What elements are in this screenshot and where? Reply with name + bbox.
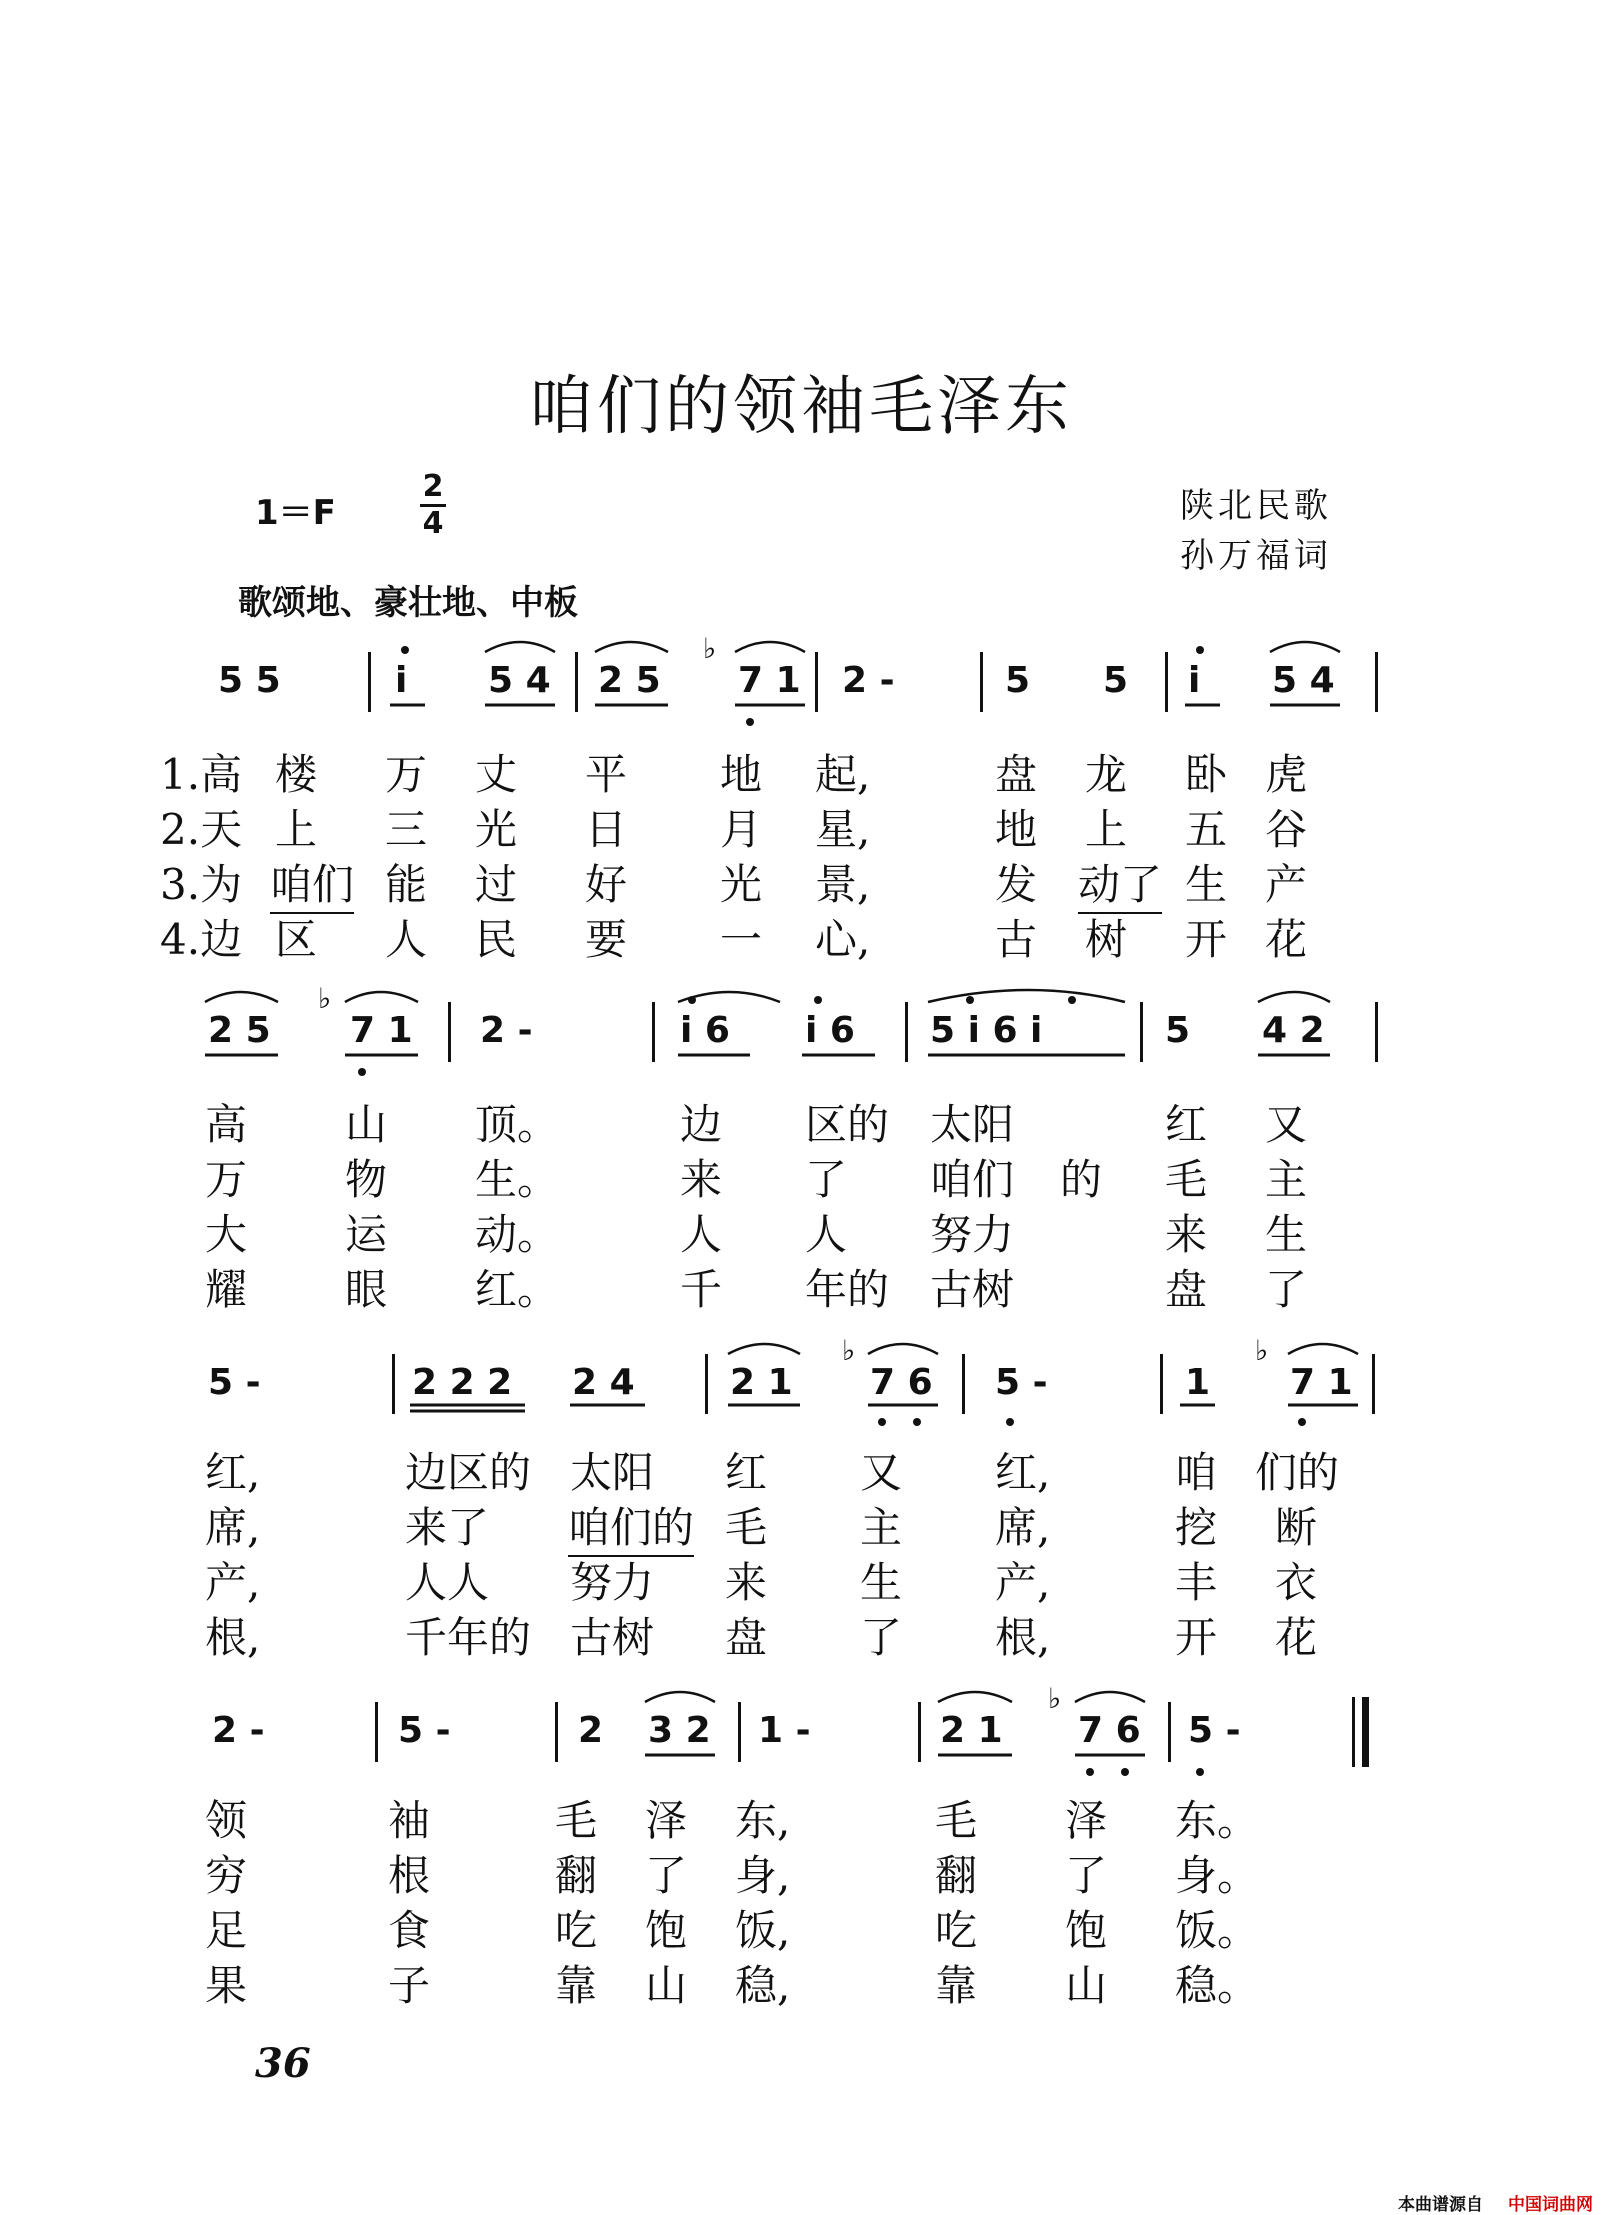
lyric: 古树: [570, 1613, 655, 1662]
lyric: 稳。: [1175, 1961, 1260, 2010]
lyric: 咱们的: [568, 1495, 694, 1557]
lyric: 树: [1085, 915, 1128, 964]
note-group: 1: [1185, 1362, 1211, 1403]
lyric: 的: [1060, 1155, 1103, 1204]
lyric: 发: [995, 860, 1038, 909]
lyric: 红,: [995, 1448, 1051, 1497]
note-group: i 6: [680, 1010, 730, 1051]
lyric: 山: [1065, 1961, 1108, 2010]
lyric: 红,: [205, 1448, 261, 1497]
lyric: 红。: [475, 1265, 560, 1314]
lyric: 运: [345, 1210, 388, 1259]
lyric: 主: [1265, 1155, 1308, 1204]
lyric: 来了: [405, 1503, 490, 1552]
time-signature-denominator: 4: [422, 506, 444, 541]
lyric: 万: [385, 750, 428, 799]
flat-accidental: ♭: [703, 632, 717, 665]
slur-mark: [595, 642, 668, 652]
lyric: 星,: [815, 805, 871, 854]
slur-mark: [345, 992, 418, 1002]
note-group: 2 5: [598, 660, 661, 701]
octave-dot: [401, 646, 409, 654]
lyric: 开: [1185, 915, 1228, 964]
lyric: 断: [1275, 1503, 1318, 1552]
octave-dot: [1068, 996, 1076, 1004]
lyric: 谷: [1265, 805, 1308, 854]
lyric: 3.为: [160, 860, 243, 909]
note-group: 2 4: [572, 1362, 635, 1403]
lyric: 努力: [930, 1210, 1015, 1259]
lyric: 物: [345, 1155, 388, 1204]
lyric: 稳,: [735, 1961, 791, 2010]
lyric: 子: [388, 1961, 431, 2010]
lyric: 能: [385, 860, 428, 909]
octave-dot: [1006, 1418, 1014, 1426]
note-group: 2 1: [730, 1362, 793, 1403]
lyric: 们的: [1255, 1448, 1340, 1497]
octave-dot: [814, 996, 822, 1004]
lyric: 饱: [1065, 1906, 1108, 1955]
note-group: i: [395, 660, 408, 701]
slur-mark: [485, 642, 555, 652]
lyric: 了: [860, 1613, 903, 1662]
lyric: 靠: [555, 1961, 598, 2010]
lyric: 人人: [405, 1558, 490, 1607]
lyric: 了: [805, 1155, 848, 1204]
lyric: 食: [388, 1906, 431, 1955]
footer-source-label: 本曲谱源自: [1398, 2195, 1483, 2215]
lyric: 盘: [995, 750, 1038, 799]
lyric: 红: [1165, 1100, 1208, 1149]
octave-dot: [1086, 1768, 1094, 1776]
flat-accidental: ♭: [1048, 1682, 1062, 1715]
lyric: 人: [680, 1210, 723, 1259]
lyric: 千年的: [405, 1613, 532, 1662]
lyric: 光: [720, 860, 763, 909]
note-group: 7 6: [1078, 1710, 1141, 1751]
lyric: 三: [385, 805, 428, 854]
note-group: 2: [578, 1710, 604, 1751]
lyric: 区: [275, 915, 318, 964]
lyric: 过: [475, 860, 518, 909]
lyric: 咱们: [930, 1155, 1015, 1204]
lyric: 平: [585, 750, 628, 799]
lyric: 人: [805, 1210, 848, 1259]
lyric: 心,: [815, 915, 871, 964]
lyric: 席,: [995, 1503, 1051, 1552]
lyric: 红: [725, 1448, 768, 1497]
note-group: 2 1: [940, 1710, 1003, 1751]
lyric: 好: [585, 860, 628, 909]
footer-site-link[interactable]: 中国词曲网: [1508, 2195, 1593, 2215]
lyric: 穷: [205, 1851, 248, 1900]
lyric: 一: [720, 915, 763, 964]
note-group: 7 6: [870, 1362, 933, 1403]
note-group: 5 4: [488, 660, 551, 701]
lyric: 衣: [1275, 1558, 1318, 1607]
flat-accidental: ♭: [842, 1334, 856, 1367]
slur-mark: [1075, 1692, 1145, 1702]
octave-dot: [358, 1068, 366, 1076]
lyric: 挖: [1175, 1503, 1218, 1552]
note-group: 3 2: [648, 1710, 711, 1751]
lyric: 生: [1265, 1210, 1308, 1259]
lyric: 边: [680, 1100, 723, 1149]
lyric: 产,: [205, 1558, 261, 1607]
lyric: 虎: [1265, 750, 1308, 799]
lyric: 盘: [1165, 1265, 1208, 1314]
lyric: 1.高: [160, 750, 243, 799]
slur-mark: [868, 1344, 938, 1354]
lyric: 丈: [475, 750, 518, 799]
note-group: i 6: [805, 1010, 855, 1051]
lyric: 耀: [205, 1265, 248, 1314]
lyric: 泽: [1065, 1796, 1108, 1845]
lyric: 东。: [1175, 1796, 1260, 1845]
slur-mark: [1258, 992, 1330, 1002]
lyric: 丰: [1175, 1558, 1218, 1607]
lyric: 毛: [1165, 1155, 1208, 1204]
lyric: 来: [680, 1155, 723, 1204]
lyric: 果: [205, 1961, 248, 2010]
lyric: 咱: [1175, 1448, 1218, 1497]
key-signature: 1＝F: [255, 493, 336, 533]
lyric: 花: [1265, 915, 1308, 964]
lyric: 动了: [1078, 852, 1162, 914]
lyric: 大: [205, 1210, 248, 1259]
lyric: 民: [475, 915, 518, 964]
octave-dot: [1196, 1768, 1204, 1776]
octave-dot: [1196, 646, 1204, 654]
lyric: 吃: [555, 1906, 598, 1955]
lyric: 楼: [275, 750, 318, 799]
lyric: 4.边: [160, 915, 243, 964]
lyric: 饱: [645, 1906, 688, 1955]
lyric: 根,: [205, 1613, 261, 1662]
lyric: 产,: [995, 1558, 1051, 1607]
lyric: 毛: [725, 1503, 768, 1552]
lyric: 毛: [935, 1796, 978, 1845]
flat-accidental: ♭: [318, 982, 332, 1015]
lyric: 来: [1165, 1210, 1208, 1259]
octave-dot: [1121, 1768, 1129, 1776]
credit-origin: 陕北民歌: [1180, 486, 1332, 526]
slur-mark: [928, 990, 1125, 1002]
lyric: 古树: [930, 1265, 1015, 1314]
lyric: 吃: [935, 1906, 978, 1955]
page-number: 36: [255, 2040, 311, 2087]
lyric: 日: [585, 805, 628, 854]
lyric: 月: [720, 805, 763, 854]
lyric: 太阳: [570, 1448, 655, 1497]
slur-mark: [1270, 642, 1340, 652]
flat-accidental: ♭: [1255, 1334, 1269, 1367]
lyric: 顶。: [475, 1100, 560, 1149]
lyric: 龙: [1085, 750, 1128, 799]
note-group: 2 2 2: [412, 1362, 513, 1403]
lyric: 万: [205, 1155, 248, 1204]
lyric: 根,: [995, 1613, 1051, 1662]
octave-dot: [746, 718, 754, 726]
lyric: 了: [1065, 1851, 1108, 1900]
lyric: 身,: [735, 1851, 791, 1900]
lyric: 翻: [935, 1851, 978, 1900]
note-group: 5: [1005, 660, 1031, 701]
lyric: 古: [995, 915, 1038, 964]
lyric: 眼: [345, 1265, 388, 1314]
lyric: 花: [1275, 1613, 1318, 1662]
tempo-marking: 歌颂地、豪壮地、中板: [238, 583, 578, 623]
lyric: 千: [680, 1265, 723, 1314]
lyric: 山: [645, 1961, 688, 2010]
credit-lyricist: 孙万福词: [1180, 536, 1332, 576]
lyric: 区的: [805, 1100, 890, 1149]
lyric: 地: [995, 805, 1038, 854]
lyric: 了: [1265, 1265, 1308, 1314]
note-group: 2 -: [842, 660, 895, 701]
time-signature-numerator: 2: [422, 469, 444, 504]
note-group: 7 1: [350, 1010, 413, 1051]
lyric: 主: [860, 1503, 903, 1552]
lyric: 太阳: [930, 1100, 1015, 1149]
lyric: 起,: [815, 750, 871, 799]
lyric: 饭。: [1175, 1906, 1260, 1955]
note-group: 4 2: [1262, 1010, 1325, 1051]
lyric: 咱们: [270, 852, 354, 914]
slur-mark: [938, 1692, 1012, 1702]
lyric: 卧: [1185, 750, 1228, 799]
lyric: 靠: [935, 1961, 978, 2010]
octave-dot: [966, 996, 974, 1004]
note-group: 5 -: [398, 1710, 451, 1751]
note-group: 2 5: [208, 1010, 271, 1051]
lyric: 2.天: [160, 805, 243, 854]
note-group: 5 4: [1272, 660, 1335, 701]
lyric: 领: [205, 1796, 248, 1845]
lyric: 五: [1185, 805, 1228, 854]
lyric: 生: [1185, 860, 1228, 909]
slur-mark: [1288, 1344, 1358, 1354]
note-group: 5 -: [995, 1362, 1048, 1403]
lyric: 翻: [555, 1851, 598, 1900]
note-group: 2 -: [212, 1710, 265, 1751]
slur-mark: [645, 1692, 715, 1702]
lyric: 东,: [735, 1796, 791, 1845]
lyric: 上: [275, 805, 318, 854]
lyric: 足: [205, 1906, 248, 1955]
note-group: 5: [1165, 1010, 1191, 1051]
lyric: 高: [205, 1100, 248, 1149]
lyric: 光: [475, 805, 518, 854]
lyric: 来: [725, 1558, 768, 1607]
lyric: 人: [385, 915, 428, 964]
lyric: 泽: [645, 1796, 688, 1845]
lyric: 开: [1175, 1613, 1218, 1662]
lyric: 又: [860, 1448, 903, 1497]
lyric: 边区的: [405, 1448, 532, 1497]
lyric: 饭,: [735, 1906, 791, 1955]
note-group: 5: [1103, 660, 1129, 701]
octave-dot: [878, 1418, 886, 1426]
slur-mark: [205, 992, 278, 1002]
lyric: 努力: [570, 1558, 655, 1607]
lyric: 产: [1265, 860, 1308, 909]
song-title: 咱们的领袖毛泽东: [529, 370, 1073, 444]
lyric: 席,: [205, 1503, 261, 1552]
lyric: 动。: [475, 1210, 560, 1259]
octave-dot: [1298, 1418, 1306, 1426]
lyric: 要: [585, 915, 628, 964]
octave-dot: [913, 1418, 921, 1426]
lyric: 生: [860, 1558, 903, 1607]
note-group: 5 i 6 i: [930, 1010, 1043, 1051]
slur-mark: [735, 642, 805, 652]
note-group: 1 -: [758, 1710, 811, 1751]
lyric: 上: [1085, 805, 1128, 854]
lyric: 山: [345, 1100, 388, 1149]
lyric: 生。: [475, 1155, 560, 1204]
lyric: 地: [720, 750, 763, 799]
lyric: 年的: [805, 1265, 890, 1314]
lyric: 又: [1265, 1100, 1308, 1149]
lyric: 身。: [1175, 1851, 1260, 1900]
lyric: 景,: [815, 860, 871, 909]
lyric: 了: [645, 1851, 688, 1900]
note-group: 7 1: [738, 660, 801, 701]
lyric: 袖: [388, 1796, 431, 1845]
lyric: 盘: [725, 1613, 768, 1662]
note-group: 5 5: [218, 660, 281, 701]
lyric: 根: [388, 1851, 431, 1900]
octave-dot: [688, 996, 696, 1004]
note-group: 5 -: [208, 1362, 261, 1403]
note-group: 7 1: [1290, 1362, 1353, 1403]
note-group: 5 -: [1188, 1710, 1241, 1751]
slur-mark: [728, 1344, 800, 1354]
note-group: 2 -: [480, 1010, 533, 1051]
note-group: i: [1188, 660, 1201, 701]
lyric: 毛: [555, 1796, 598, 1845]
